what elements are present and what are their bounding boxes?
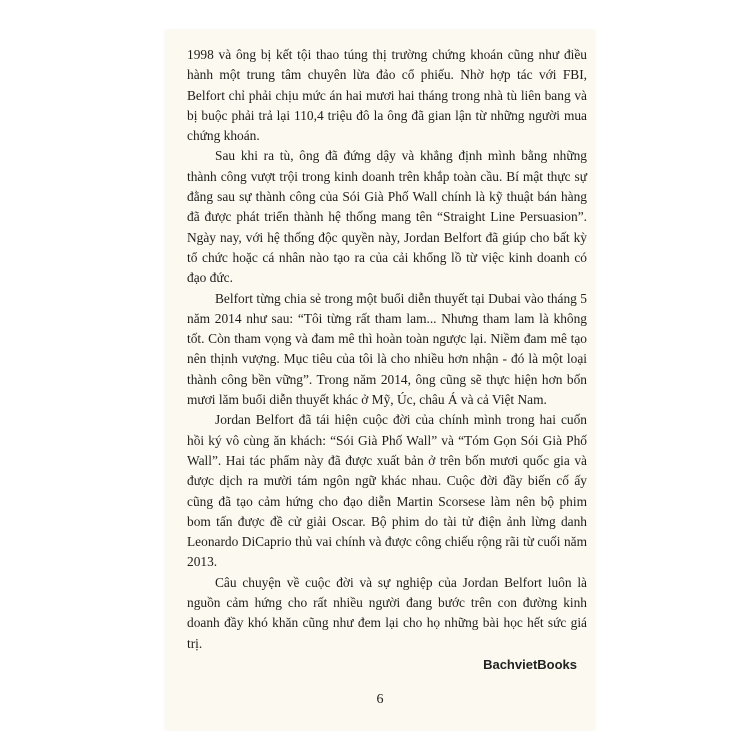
- paragraph-5: Câu chuyện về cuộc đời và sự nghiệp của Jordan Belfort luôn là nguồn cảm hứng cho rất nhiều người đang bước trên con đường kinh doanh đầy khó khăn cũng như đem lại cho họ những bài học hết sức giá trị.: [187, 574, 587, 651]
- paragraph-3: Belfort từng chia sẻ trong một buổi diễn thuyết tại Dubai vào tháng 5 năm 2014 như sau: “Tôi từng rất tham lam... Nhưng tham lam là không tốt. Còn tham vọng và đam mê thì hoàn toàn ngược lại. Niềm đam mê tạo nên thịnh vượng. Mục tiêu của tôi là cho nhiều hơn nhận - đó là một loại thành công bền vững”. Trong năm 2014, ông cũng sẽ thực hiện hơn bốn mươi lăm buổi diễn thuyết khác ở Mỹ, Úc, châu Á và cả Việt Nam.: [187, 290, 587, 408]
- paragraph-2: Sau khi ra tù, ông đã đứng dậy và khẳng định mình bằng những thành công vượt trội trong kinh doanh trên khắp toàn cầu. Bí mật thực sự đằng sau sự thành công của Sói Già Phố Wall chính là kỹ thuật bán hàng đã được phát triển thành hệ thống mang tên “Straight Line Persuasion”. Ngày nay, với hệ thống độc quyền này, Jordan Belfort đã giúp cho bất kỳ tổ chức hoặc cá nhân nào tạo ra của cải khổng lồ từ việc kinh doanh có đạo đức.: [187, 148, 587, 286]
- book-page: [165, 30, 595, 730]
- paragraph-1: 1998 và ông bị kết tội thao túng thị trường chứng khoán cũng như điều hành một trung tâm chuyên lừa đảo cổ phiếu. Nhờ hợp tác với FBI, Belfort chỉ phải chịu mức án hai mươi hai tháng trong nhà tù liên bang và bị buộc phải trả lại 110,4 triệu đô la ông đã gian lận từ những người mua chứng khoán.: [187, 47, 587, 144]
- page-number: 6: [376, 692, 384, 707]
- body-text: [187, 45, 587, 654]
- publisher-signature: BachvietBooks: [483, 657, 577, 672]
- paragraph-4: Jordan Belfort đã tái hiện cuộc đời của chính mình trong hai cuốn hồi ký vô cùng ăn khách: “Sói Già Phố Wall” và “Tóm Gọn Sói Già Phố Wall”. Hai tác phẩm này đã được xuất bản ở trên bốn mươi quốc gia và được dịch ra mười tám ngôn ngữ khác nhau. Cuộc đời đầy biến cố ấy cũng đã tạo cảm hứng cho đạo diễn Martin Scorsese làm nên bộ phim bom tấn được đề cử giải Oscar. Bộ phim do tài tử điện ảnh lừng danh Leonardo DiCaprio thủ vai chính và được công chiếu rộng rãi từ cuối năm 2013.: [187, 412, 587, 570]
